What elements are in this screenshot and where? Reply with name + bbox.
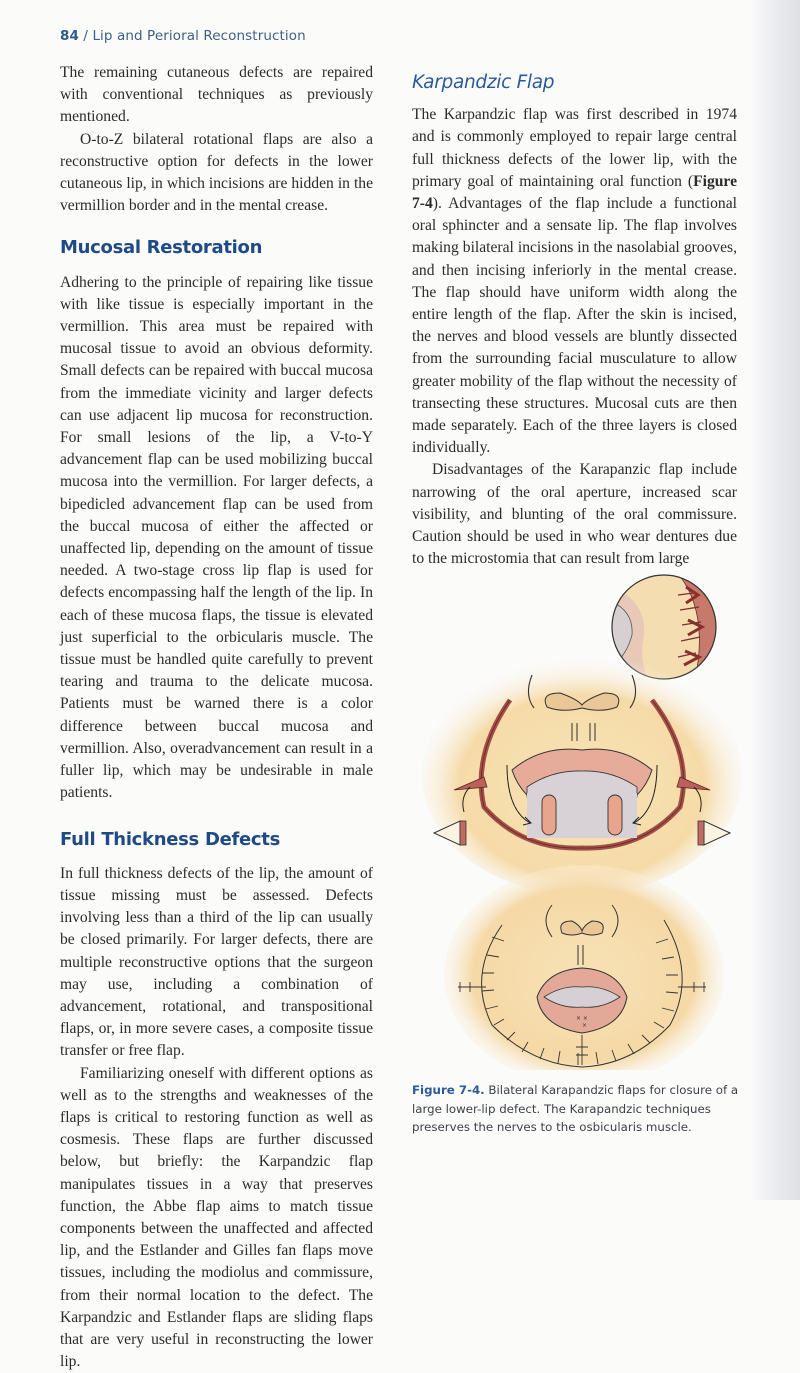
chapter-title: Lip and Perioral Reconstruction — [92, 28, 306, 44]
caption-text: Bilateral Karapandzic flaps for closure of a large lower-lip defect. The Karapandzic techniques preserves the nerves to the osbicularis muscle. — [412, 1083, 739, 1134]
paragraph: Disadvantages of the Karapanzic flap include narrowing of the oral aperture, increased scar visibility, and blunting of the oral commissure. Caution should be used in who wear dentures due to the microstomia that can result from large — [412, 461, 737, 568]
closure-sutures-diagram — [444, 865, 724, 1070]
paragraph: O-to-Z bilateral rotational flaps are also a reconstructive option for defects in the lower cutaneous lip, in which incisions are hidden in the vermillion border and in the mental crease. — [60, 130, 373, 215]
header-separator: / — [79, 28, 93, 44]
section-heading-mucosal-restoration: Mucosal Restoration — [60, 237, 263, 259]
paragraph: Adhering to the principle of repairing like tissue with like tissue is especially important in the vermillion. This area must be repaired with mucosal tissue to avoid an obvious deformity. Small defects can be repaired with buccal mucosa from the immediate vicinity and larger defects can use adjacent lip mucosa for reconstruction. For small lesions of the lip, a V-to-Y advancement flap can be used mobilizing buccal mucosa into the vermillion. For larger defects, a bipedicled advancement flap can be used from the buccal mucosa of either the affected or unaffected lip, depending on the amount of tissue needed. A two-stage cross lip flap is used for defects encompassing half the length of the lip. In each of these mucosa flaps, the tissue is elevated just superficial to the orbicularis muscle. The tissue must be handled quite carefully to prevent tearing and trauma to the delicate mucosa. Patients must be warned there is a color difference between buccal mucosa and vermillion. Also, overadvancement can result in a fuller lip, which may be undesirable in male patients. — [60, 273, 373, 802]
text-span: ). Advantages of the flap include a functional oral sphincter and a sensate lip. The flap involves making bilateral incisions in the nasolabial grooves, and then incising inferiorly in the mental crease. The flap should have uniform width along the entire length of the flap. After the skin is incised, the nerves and blood vessels are bluntly dissected from the surrounding facial musculature to allow greater mobility of the flap without the necessity of transecting these structures. Mucosal cuts are then made separately. Each of the three layers is closed individually. — [412, 195, 737, 457]
left-column — [60, 62, 373, 1373]
right-column — [412, 72, 737, 570]
paragraph: In full thickness defects of the lip, the amount of tissue missing must be assessed. Defects involving less than a third of the lip can usually be closed primarily. For larger defects, there are multiple reconstructive options that the surgeon may use, including a combination of advancement, rotational, and transpositional flaps, or, in more severe cases, a composite tissue transfer or free flap. — [60, 864, 373, 1060]
figure-reference-link[interactable]: Figure 7-4 — [412, 172, 737, 213]
page-number: 84 — [60, 28, 79, 44]
flap-incision-diagram — [422, 655, 742, 895]
paragraph: The remaining cutaneous defects are repaired with conventional techniques as previously mentioned. — [60, 64, 373, 126]
running-header — [60, 28, 306, 44]
text-span: The Karpandzic flap was first described in 1974 and is commonly employed to repair large central full thickness defects of the lower lip, with the primary goal of maintaining oral function ( — [412, 106, 737, 190]
figure-label: Figure 7-4. — [412, 1083, 485, 1097]
svg-text:× ×: × × — [576, 1015, 588, 1022]
svg-text:×: × — [582, 1022, 588, 1029]
paragraph — [412, 104, 737, 459]
section-heading-full-thickness-defects: Full Thickness Defects — [60, 828, 281, 850]
figure-caption — [412, 1081, 742, 1137]
figure-7-4-illustration — [412, 565, 782, 1070]
paragraph: Familiarizing oneself with different options as well as to the strengths and weaknesses of the flaps is critical to restoring function as well as cosmesis. These flaps are further discussed below, but briefly: the Karpandzic flap manipulates tissues in a way that preserves function, the Abbe flap aims to match tissue components between the unaffected and affected lip, and the Estlander and Gilles fan flaps move tissues, including the modiolus and commissure, from their normal location to the defect. The Karpandzic and Estlander flaps are sliding flaps that are very useful in reconstructing the lower lip. — [60, 1064, 373, 1371]
karapandzic-flap-illustration — [412, 565, 782, 1070]
subsection-heading-karpandzic-flap: Karpandzic Flap — [412, 72, 555, 93]
